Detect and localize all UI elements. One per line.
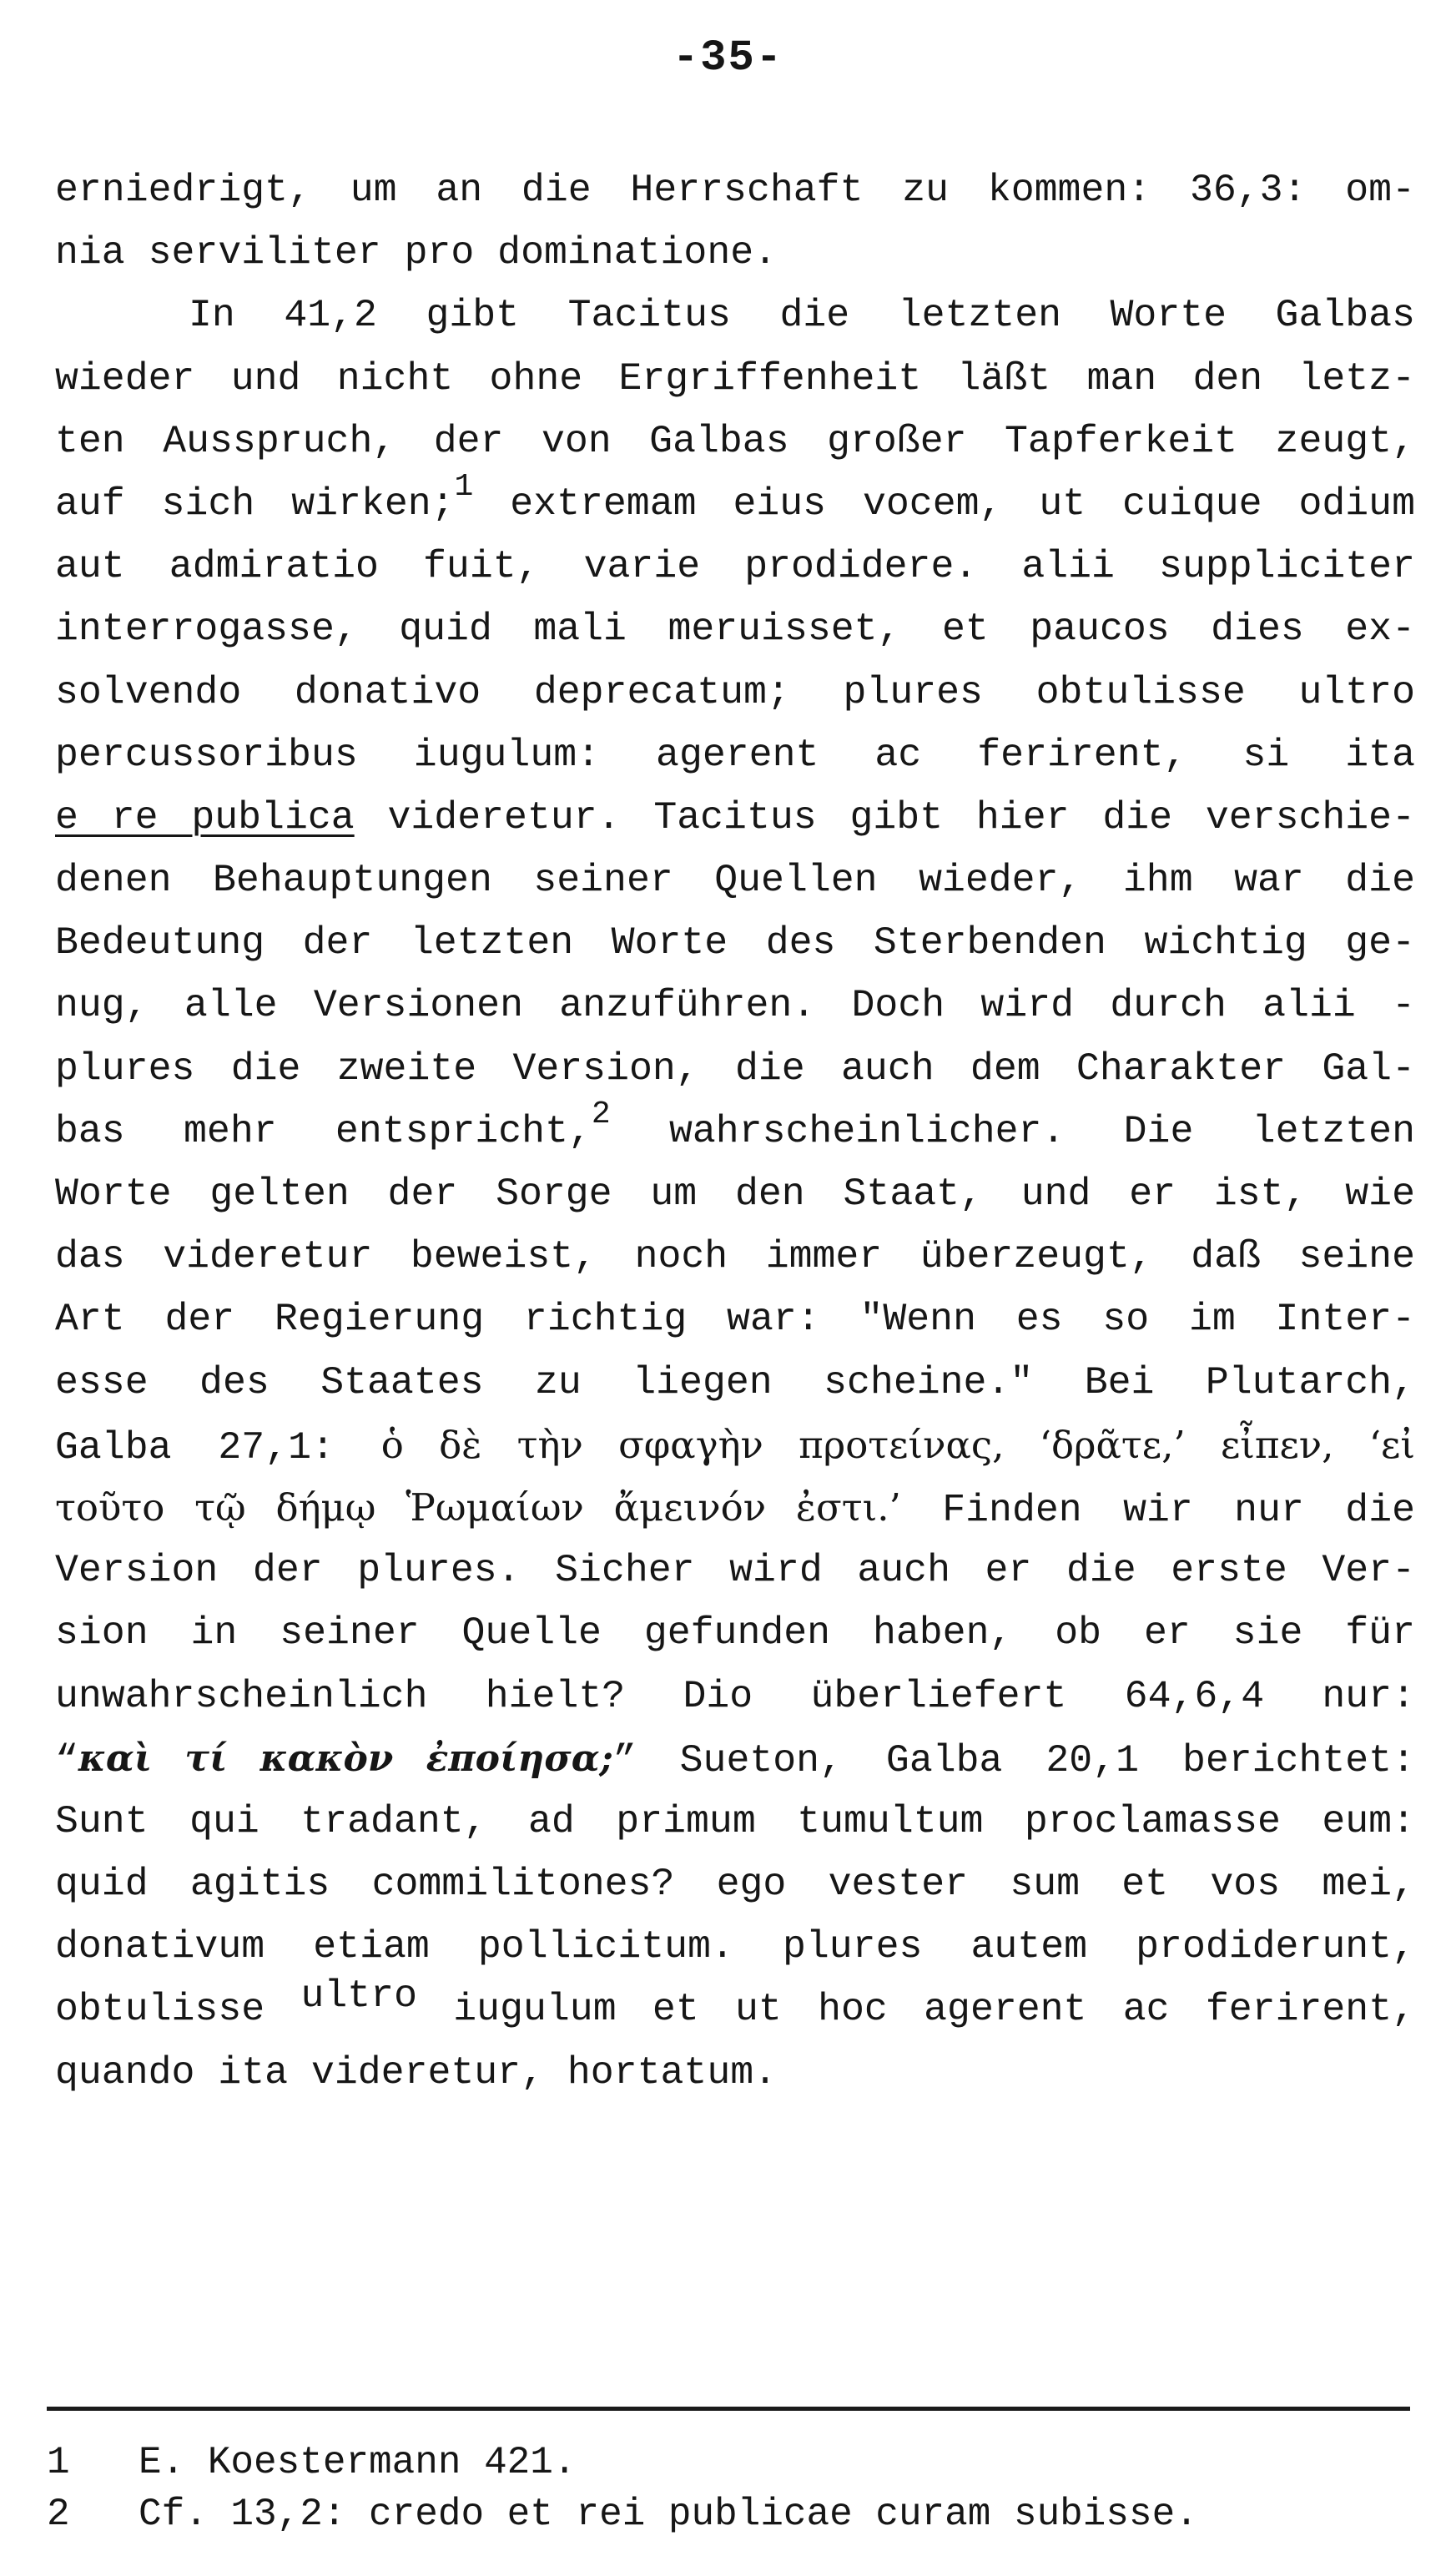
- text-line: [55, 1476, 1415, 1539]
- text-line: nug, alle Versionen anzuführen. Doch wird durch alii -: [55, 983, 1415, 1028]
- text-line: [55, 1974, 1416, 2040]
- text-line: ten Ausspruch, der von Galbas großer Tapferkeit zeugt,: [55, 418, 1415, 463]
- text-line: quid agitis commilitones? ego vester sum et vos mei,: [55, 1862, 1415, 1907]
- footnote-text: Cf. 13,2: credo et rei publicae curam subisse.: [139, 2493, 1198, 2536]
- latin-quote: extremam eius vocem, ut cuique odium: [473, 481, 1415, 526]
- footnote: [47, 2437, 1398, 2488]
- greek-quote: καὶ τί κακὸν ἐποίησα;: [78, 1737, 613, 1780]
- underlined-phrase: e re publica: [55, 794, 355, 839]
- greek-quote: ὁ δὲ τὴν σφαγὴν προτείνας, ‘δρᾶτε,’ εἶπεν, ‘εἰ: [380, 1422, 1415, 1467]
- footnotes: [47, 2437, 1398, 2540]
- text-line: interrogasse, quid mali meruisset, et paucos dies ex-: [55, 607, 1415, 652]
- text-line: plures die zweite Version, die auch dem Charakter Gal-: [55, 1046, 1415, 1091]
- text-line: Version der plures. Sicher wird auch er die erste Ver-: [55, 1548, 1415, 1593]
- footnote-marker: 1: [454, 469, 474, 506]
- text-line: Art der Regierung richtig war: "Wenn es so im Inter-: [55, 1297, 1415, 1342]
- line-text: bas mehr entspricht,: [55, 1108, 592, 1153]
- raised-word: ultro: [300, 1974, 417, 2019]
- greek-quote: τοῦτο τῷ δήμῳ Ῥωμαίων ἄμεινόν ἐστι.’: [55, 1485, 901, 1530]
- text-line: denen Behauptungen seiner Quellen wieder, ihm war die: [55, 858, 1415, 903]
- footnote-marker: 2: [591, 1096, 611, 1133]
- footnote-text: E. Koestermann 421.: [139, 2441, 577, 2484]
- body-text: [55, 159, 1415, 2104]
- line-text: videretur. Tacitus gibt hier die verschie-: [354, 794, 1415, 839]
- text-line: [55, 1727, 1415, 1790]
- line-text: auf sich wirken;: [55, 481, 455, 526]
- text-line: In 41,2 gibt Tacitus die letzten Worte Galbas: [189, 293, 1415, 338]
- text-line: nia serviliter pro dominatione.: [55, 230, 778, 275]
- footnote-number: 2: [47, 2493, 70, 2536]
- page-number: -35-: [673, 33, 783, 83]
- text-line: Sunt qui tradant, ad primum tumultum proclamasse eum:: [55, 1798, 1415, 1843]
- line-text: obtulisse: [55, 1987, 301, 2032]
- footnote-divider: [47, 2407, 1410, 2411]
- text-line: wieder und nicht ohne Ergriffenheit läßt man den letz-: [55, 355, 1415, 401]
- text-line: Worte gelten der Sorge um den Staat, und er ist, wie: [55, 1172, 1415, 1216]
- text-line: Bedeutung der letzten Worte des Sterbenden wichtig ge-: [55, 920, 1415, 965]
- text-line: donativum etiam pollicitum. plures autem prodiderunt,: [55, 1924, 1415, 1969]
- text-line: solvendo donativo deprecatum; plures obtulisse ultro: [55, 669, 1415, 714]
- text-line: [55, 1414, 1415, 1476]
- text-line: [55, 786, 1415, 849]
- text-line: das videretur beweist, noch immer überzeugt, daß seine: [55, 1234, 1415, 1279]
- footnote-number: 1: [47, 2441, 70, 2484]
- line-text: Finden wir nur die: [900, 1487, 1415, 1532]
- text-line: [55, 1096, 1415, 1162]
- text-line: unwahrscheinlich hielt? Dio überliefert 64,6,4 nur:: [55, 1673, 1415, 1718]
- footnote: [47, 2488, 1398, 2540]
- text-line: erniedrigt, um an die Herrschaft zu kommen: 36,3: om-: [55, 168, 1415, 212]
- line-text: ” Sueton, Galba 20,1 berichtet:: [612, 1737, 1415, 1782]
- line-text: Galba 27,1:: [55, 1424, 381, 1470]
- text-line: sion in seiner Quelle gefunden haben, ob er sie für: [55, 1611, 1415, 1656]
- text-line: percussoribus iugulum: agerent ac ferirent, si ita: [55, 732, 1415, 777]
- line-text: iugulum et ut hoc agerent ac ferirent,: [416, 1987, 1416, 2032]
- text-line: [55, 469, 1415, 535]
- text-line: quando ita videretur, hortatum.: [55, 2049, 778, 2095]
- text-line: esse des Staates zu liegen scheine." Bei Plutarch,: [55, 1359, 1415, 1404]
- open-quote: “: [55, 1737, 78, 1782]
- line-text: wahrscheinlicher. Die letzten: [610, 1108, 1415, 1153]
- text-line: aut admiratio fuit, varie prodidere. alii suppliciter: [55, 544, 1415, 589]
